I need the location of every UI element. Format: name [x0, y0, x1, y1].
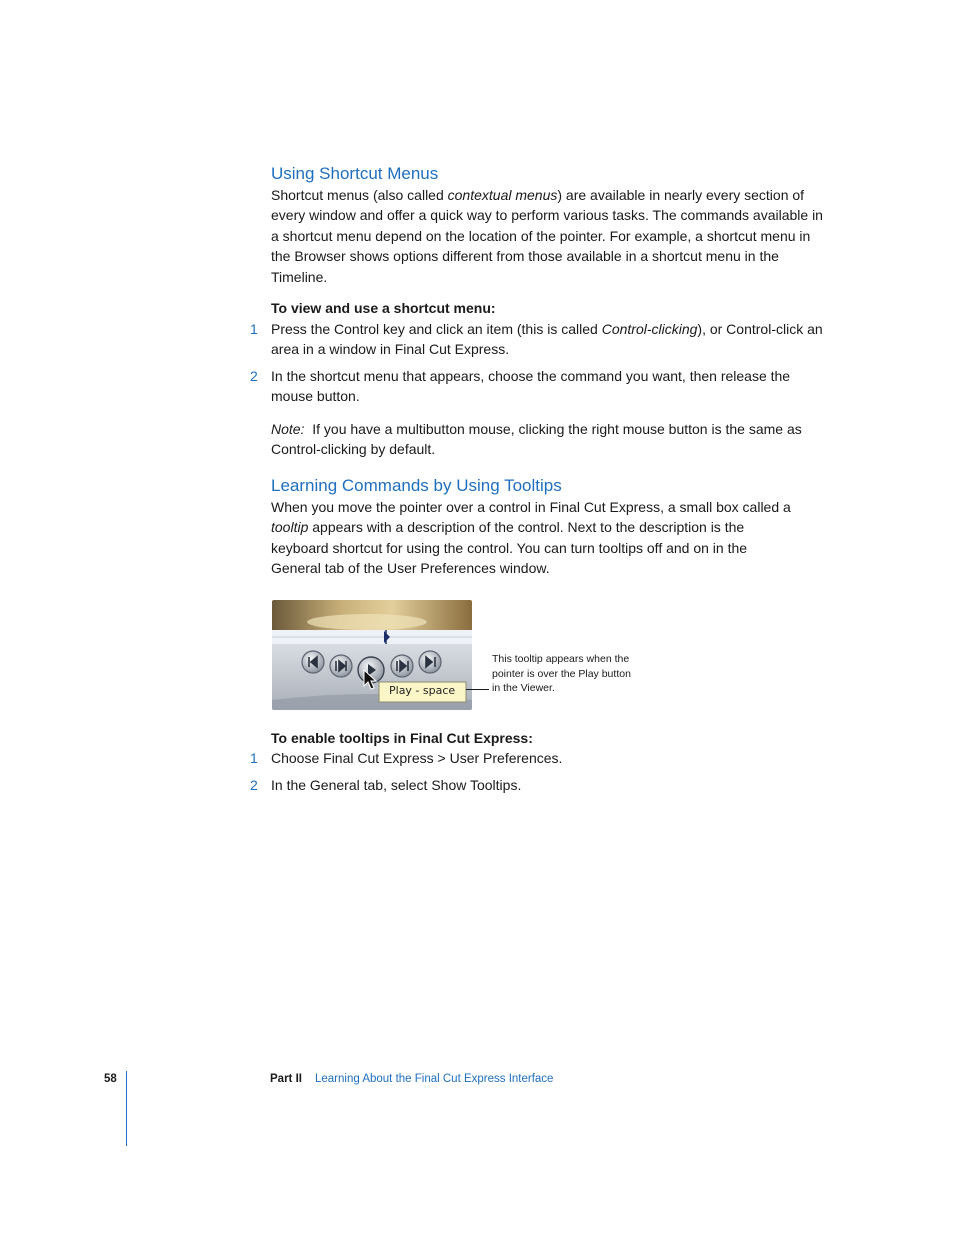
section-heading-tooltips: Learning Commands by Using Tooltips [271, 476, 562, 495]
figure-caption: This tooltip appears when the pointer is over the Play button in the Viewer. [492, 653, 631, 695]
footer-chapter-title: Learning About the Final Cut Express Interface [315, 1073, 554, 1085]
control-clicking-term: Control-clicking [601, 321, 698, 337]
step-text [271, 319, 826, 360]
contextual-menus-term: contextual menus [447, 187, 558, 203]
step-text: In the General tab, select Show Tooltips. [271, 777, 522, 793]
procedure-title-shortcut-menu: To view and use a shortcut menu: [271, 300, 496, 316]
step-number: 2 [250, 777, 258, 793]
page-number: 58 [104, 1073, 117, 1085]
footer-part-label: Part II [270, 1073, 302, 1085]
step-number: 2 [250, 368, 258, 384]
shortcut-menus-paragraph-end: ) are available in nearly every section of every window and offer a quick way to perform various tasks. The commands available in a shortcut menu depend on the location of the pointer. For example, a shortcut menu in the Browser shows options different from those available in a shortcut menu in the Timeline. [271, 187, 823, 285]
viewer-controls-figure [272, 600, 472, 710]
caption-leader-line [466, 689, 489, 690]
step-text: Choose Final Cut Express > User Preferences. [271, 750, 563, 766]
tooltips-paragraph [271, 497, 791, 579]
play-around-current-icon[interactable] [391, 655, 413, 677]
note-paragraph [271, 419, 826, 460]
footer-divider [126, 1071, 127, 1146]
tooltips-paragraph-start: When you move the pointer over a control in Final Cut Express, a small box called a [271, 499, 791, 515]
step-text-end: ), or Control-click an area in a window in Final Cut Express. [271, 321, 823, 358]
shortcut-menus-paragraph [271, 185, 826, 287]
go-to-next-edit-icon[interactable] [419, 651, 441, 673]
step-number: 1 [250, 750, 258, 766]
tooltips-paragraph-end: appears with a description of the control. Next to the description is the keyboard shortcut for using the control. You can turn tooltips off and on in the General tab of the User Preferences window. [271, 519, 748, 577]
note-label: Note: [271, 421, 305, 437]
go-to-previous-edit-icon[interactable] [302, 651, 324, 673]
procedure-title-tooltips: To enable tooltips in Final Cut Express: [271, 730, 533, 746]
tooltip-label: Play - space [389, 684, 456, 697]
shortcut-menus-paragraph-start: Shortcut menus (also called [271, 187, 448, 203]
tooltip-term: tooltip [271, 519, 309, 536]
play-in-to-out-icon[interactable] [330, 655, 352, 677]
step-text: In the shortcut menu that appears, choose the command you want, then release the mouse button. [271, 368, 791, 405]
step-text-start: Press the Control key and click an item (this is called [271, 321, 602, 337]
step-number: 1 [250, 321, 258, 337]
note-text: If you have a multibutton mouse, clicking the right mouse button is the same as Control-clicking by default. [271, 421, 802, 458]
section-heading-shortcut-menus: Using Shortcut Menus [271, 164, 439, 183]
